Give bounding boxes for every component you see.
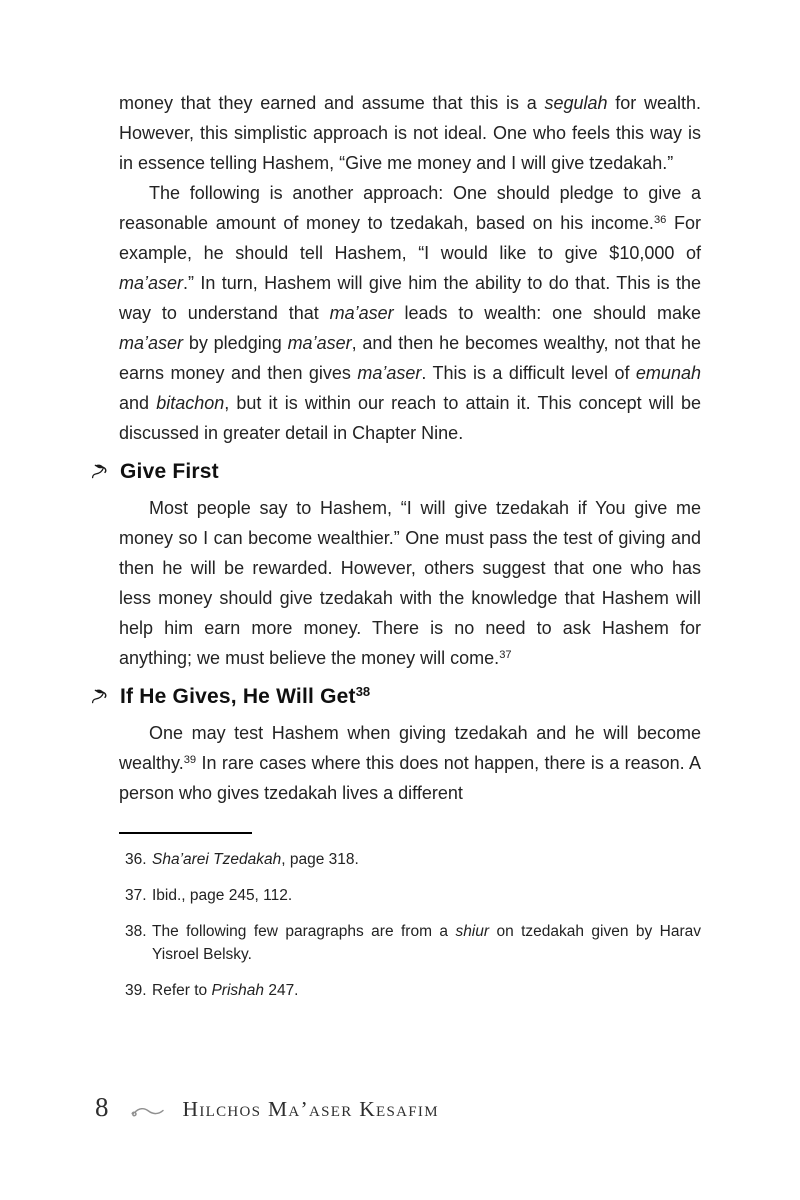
text-run: on tzedakah given by Harav Yisroel Belsky.	[152, 923, 702, 963]
page-footer	[95, 1092, 439, 1124]
text-run: , page 318.	[281, 851, 359, 868]
italic-term: segulah	[544, 93, 608, 113]
text-run: Give First	[120, 460, 219, 483]
text-run: Ibid., page 245, 112.	[152, 887, 293, 904]
text-run: If He Gives, He Will Get	[120, 685, 356, 708]
text-run: . This is a difficult level of	[421, 363, 636, 383]
footnote-reference: 36	[653, 213, 667, 226]
section-heading-give-first	[90, 460, 701, 484]
footnote-number: 39.	[125, 982, 147, 999]
text-run: One may test Hashem when giving tzedakah and he will become wealthy.	[119, 723, 701, 773]
leaf-ornament-icon	[90, 688, 111, 706]
footnote-36	[125, 848, 701, 871]
text-run: for wealth. However, this simplistic approach is not ideal. One who feels this way is in essence telling Hashem, “Give me money and I will give tzedakah.”	[119, 93, 701, 173]
footnote-number: 36.	[125, 851, 147, 868]
text-run: The following few paragraphs are from a	[152, 923, 456, 940]
text-run: .” In turn, Hashem will give him the ability to do that. This is the way to understand that	[119, 273, 701, 323]
footnote-number: 38.	[125, 923, 147, 940]
text-run: Refer to	[152, 982, 212, 999]
text-run: by pledging	[183, 333, 288, 353]
footnote-text	[152, 884, 701, 907]
body-paragraph-another-approach	[119, 178, 701, 448]
body-paragraph-one-may-test	[119, 718, 701, 808]
book-title: Hilchos Ma’aser Kesafim	[182, 1097, 439, 1121]
footnote-reference: 37	[499, 648, 512, 661]
italic-term: Sha’arei Tzedakah	[152, 851, 282, 868]
italic-term: bitachon	[156, 393, 225, 413]
italic-term: emunah	[635, 363, 701, 383]
footnote-38	[125, 920, 701, 966]
italic-term: ma’aser	[119, 333, 184, 353]
text-run: The following is another approach: One should pledge to give a reasonable amount of money to tzedakah, based on his income.	[119, 183, 701, 233]
footnote-text	[152, 979, 701, 1002]
text-run: , and then he becomes wealthy, not that he earns money and then gives	[119, 333, 702, 383]
body-paragraph-most-people	[119, 493, 701, 673]
text-run: Most people say to Hashem, “I will give tzedakah if You give me money so I can become wealthier.” One must pass the test of giving and then he will be rewarded. However, others suggest that one who has less money should give tzedakah with the knowledge that Hashem will help him earn more money. There is no need to ask Hashem for anything; we must believe the money will come.	[119, 498, 701, 668]
body-paragraph-continuation	[119, 88, 701, 178]
text-run: 247.	[264, 982, 299, 999]
page-number: 8	[95, 1092, 109, 1122]
footnote-text	[152, 848, 701, 871]
footnote-number: 37.	[125, 887, 147, 904]
leaf-ornament-icon	[90, 463, 111, 481]
section-heading-label	[120, 685, 370, 709]
section-heading-if-he-gives	[90, 685, 701, 709]
text-run: leads to wealth: one should make	[393, 303, 701, 323]
italic-term: ma’aser	[287, 333, 352, 353]
footnote-37	[125, 884, 701, 907]
footnote-reference: 38	[355, 683, 371, 699]
swash-ornament-icon	[130, 1105, 166, 1118]
italic-term: ma’aser	[357, 363, 422, 383]
footnote-separator-rule	[119, 832, 252, 834]
text-run: For example, he should tell Hashem, “I would like to give $10,000 of	[119, 213, 701, 263]
text-run: money that they earned and assume that this is a	[119, 93, 545, 113]
italic-term: ma’aser	[329, 303, 394, 323]
italic-term: Prishah	[211, 982, 265, 999]
text-run: and	[119, 393, 157, 413]
footnote-39	[125, 979, 701, 1002]
section-heading-label	[120, 460, 219, 484]
footnote-reference: 39	[183, 753, 197, 766]
italic-term: shiur	[455, 923, 490, 940]
text-run: In rare cases where this does not happen, there is a reason. A person who gives tzedakah lives a different	[119, 753, 701, 803]
italic-term: ma’aser	[119, 273, 184, 293]
footnote-text	[152, 920, 701, 966]
text-run: , but it is within our reach to attain it. This concept will be discussed in greater detail in Chapter Nine.	[119, 393, 701, 443]
